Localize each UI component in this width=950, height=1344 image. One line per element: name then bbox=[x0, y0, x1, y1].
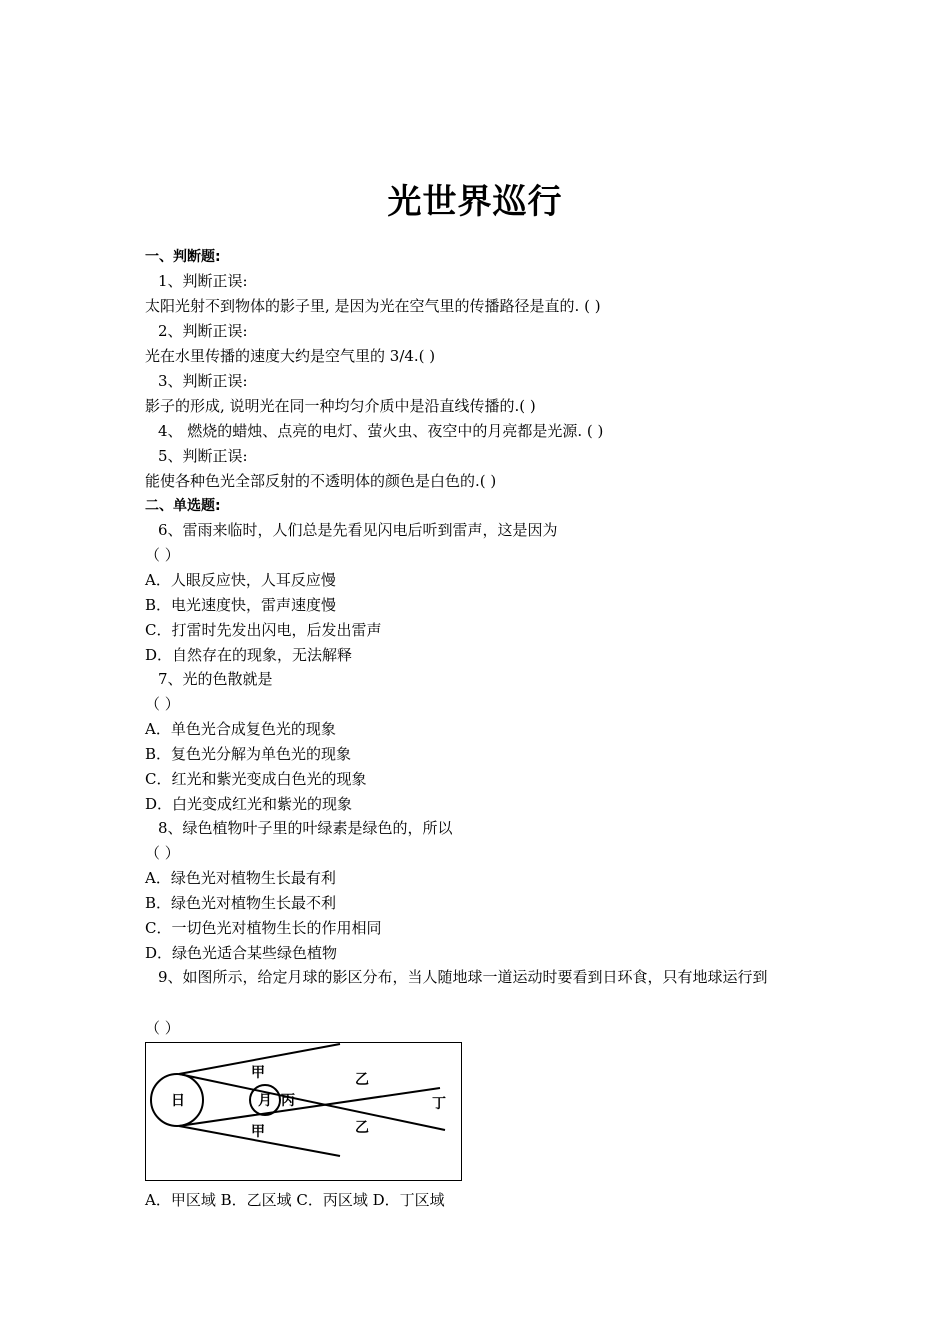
q9-options: A．甲区域 B．乙区域 C．丙区域 D．丁区域 bbox=[145, 1191, 445, 1209]
label-yi-top: 乙 bbox=[355, 1072, 369, 1088]
q8-paren: （ ） bbox=[145, 844, 180, 862]
q8-option-a: A．绿色光对植物生长最有利 bbox=[145, 869, 336, 887]
q5-text: 能使各种色光全部反射的不透明体的颜色是白色的.( ) bbox=[145, 472, 497, 490]
q7-stem: 7、光的色散就是 bbox=[158, 670, 273, 688]
section-heading-judgement: 一、判断题: bbox=[145, 249, 221, 265]
q7-option-b: B．复色光分解为单色光的现象 bbox=[145, 745, 352, 763]
label-bing: 丙 bbox=[281, 1093, 295, 1109]
q6-paren: （ ） bbox=[145, 546, 180, 564]
label-jia-bottom: 甲 bbox=[251, 1124, 265, 1140]
q3-label: 3、判断正误: bbox=[158, 372, 248, 390]
eclipse-diagram-svg bbox=[145, 1042, 463, 1182]
q5-label: 5、判断正误: bbox=[158, 447, 248, 465]
q2-text: 光在水里传播的速度大约是空气里的 3/4.( ) bbox=[145, 347, 436, 365]
q6-option-d: D．自然存在的现象，无法解释 bbox=[145, 646, 353, 664]
q9-paren: （ ） bbox=[145, 1019, 180, 1037]
q3-text: 影子的形成, 说明光在同一种均匀介质中是沿直线传播的.( ) bbox=[145, 397, 536, 415]
diagram-frame bbox=[146, 1043, 462, 1181]
q6-option-c: C．打雷时先发出闪电，后发出雷声 bbox=[145, 621, 382, 639]
q6-option-b: B．电光速度快，雷声速度慢 bbox=[145, 596, 337, 614]
q9-stem: 9、如图所示，给定月球的影区分布，当人随地球一道运动时要看到日环食，只有地球运行到 bbox=[158, 968, 768, 986]
label-sun: 日 bbox=[171, 1093, 185, 1109]
section-heading-choice: 二、单选题: bbox=[145, 498, 221, 514]
ray-upper-cross bbox=[179, 1074, 445, 1130]
label-yi-bottom: 乙 bbox=[355, 1120, 369, 1136]
q8-option-c: C．一切色光对植物生长的作用相同 bbox=[145, 919, 382, 937]
q6-option-a: A．人眼反应快，人耳反应慢 bbox=[145, 571, 336, 589]
label-jia-top: 甲 bbox=[251, 1065, 265, 1081]
q7-option-a: A．单色光合成复色光的现象 bbox=[145, 720, 336, 738]
q7-option-d: D．白光变成红光和紫光的现象 bbox=[145, 795, 353, 813]
q8-option-b: B．绿色光对植物生长最不利 bbox=[145, 894, 337, 912]
label-ding: 丁 bbox=[432, 1096, 446, 1112]
q8-option-d: D．绿色光适合某些绿色植物 bbox=[145, 944, 338, 962]
label-moon: 月 bbox=[258, 1093, 272, 1109]
q8-stem: 8、绿色植物叶子里的叶绿素是绿色的，所以 bbox=[158, 819, 453, 837]
eclipse-diagram bbox=[145, 1042, 463, 1182]
q4-text: 4、 燃烧的蜡烛、点亮的电灯、萤火虫、夜空中的月亮都是光源. ( ) bbox=[158, 422, 604, 440]
q6-stem: 6、雷雨来临时，人们总是先看见闪电后听到雷声，这是因为 bbox=[158, 521, 558, 539]
q7-paren: （ ） bbox=[145, 695, 180, 713]
q2-label: 2、判断正误: bbox=[158, 322, 248, 340]
q7-option-c: C．红光和紫光变成白色光的现象 bbox=[145, 770, 367, 788]
q1-text: 太阳光射不到物体的影子里, 是因为光在空气里的传播路径是直的. ( ) bbox=[145, 297, 601, 315]
page-title: 光世界巡行 bbox=[387, 182, 563, 222]
q1-label: 1、判断正误: bbox=[158, 272, 248, 290]
